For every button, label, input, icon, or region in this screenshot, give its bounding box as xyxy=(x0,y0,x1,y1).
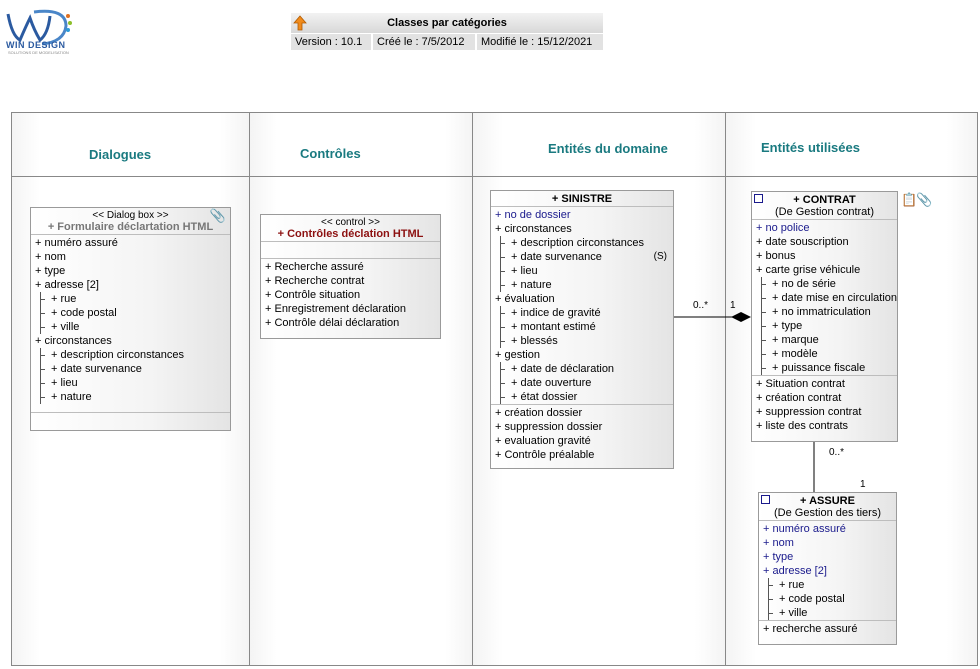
attribute-text: + date ouverture xyxy=(511,377,592,389)
operation-text: + recherche assuré xyxy=(763,623,858,635)
class-name: + ASSURE xyxy=(800,495,855,507)
attribute-text: + nom xyxy=(35,251,66,263)
stereotype: << Dialog box >> xyxy=(92,210,169,221)
attribute-text: + type xyxy=(763,551,794,563)
attribute-text: + évaluation xyxy=(495,293,555,305)
class-origin: (De Gestion contrat) xyxy=(774,206,875,218)
operation-text: + création dossier xyxy=(495,407,583,419)
attribute-text: + gestion xyxy=(495,349,540,361)
attribute-text: + ville xyxy=(51,321,80,333)
attribute-text: + circonstances xyxy=(495,223,572,235)
operation-text: + suppression dossier xyxy=(495,421,603,433)
multiplicity-label: 0..* xyxy=(693,300,709,311)
operation-text: + Recherche contrat xyxy=(265,275,365,287)
multiplicity-label: 0..* xyxy=(829,447,845,458)
version-label: Version : 10.1 xyxy=(291,34,371,50)
created-label: Créé le : 7/5/2012 xyxy=(373,34,475,50)
lane-title-controles: Contrôles xyxy=(300,146,361,161)
class-name: + Contrôles déclation HTML xyxy=(277,228,424,240)
paperclip-icon[interactable]: 📎 xyxy=(916,192,933,207)
operation-text: + Situation contrat xyxy=(756,378,845,390)
operation-text: + Recherche assuré xyxy=(265,261,364,273)
attribute-text: + type xyxy=(35,265,66,277)
attribute-text: + description circonstances xyxy=(51,349,184,361)
attribute-text: + lieu xyxy=(511,265,538,277)
attribute-text: + indice de gravité xyxy=(511,307,601,319)
operation-text: + création contrat xyxy=(756,392,842,404)
attribute-text: + code postal xyxy=(51,307,117,319)
attribute-text: + marque xyxy=(772,334,819,346)
diagram-title: Classes par catégories xyxy=(291,13,603,33)
class-origin: (De Gestion des tiers) xyxy=(774,507,881,519)
attribute-text: + modèle xyxy=(772,348,818,360)
multiplicity-label: 1 xyxy=(860,479,866,490)
operation-text: + suppression contrat xyxy=(756,406,862,418)
attribute-text: + code postal xyxy=(779,593,845,605)
attribute-text: + rue xyxy=(51,293,77,305)
attribute-text: + carte grise véhicule xyxy=(756,264,861,276)
attribute-text: + adresse [2] xyxy=(35,279,99,291)
attribute-text: + no immatriculation xyxy=(772,306,871,318)
attribute-text: + date souscription xyxy=(756,236,849,248)
attribute-text: + description circonstances xyxy=(511,237,644,249)
attribute-text: + date survenance xyxy=(51,363,142,375)
attribute-text: + nom xyxy=(763,537,794,549)
stored-flag: (S) xyxy=(653,251,667,262)
operation-text: + evaluation gravité xyxy=(495,435,591,447)
paperclip-icon[interactable]: 📎 xyxy=(209,208,226,223)
attribute-text: + montant estimé xyxy=(511,321,596,333)
attribute-text: + no police xyxy=(756,222,810,234)
attribute-text: + no de série xyxy=(772,278,836,290)
attribute-text: + date de déclaration xyxy=(511,363,615,375)
attribute-text: + type xyxy=(772,320,803,332)
attribute-text: + puissance fiscale xyxy=(772,362,866,374)
attribute-text: + numéro assuré xyxy=(763,523,846,535)
attribute-text: + état dossier xyxy=(511,391,578,403)
stereotype: << control >> xyxy=(321,217,380,228)
clipboard-icon[interactable]: 📋 xyxy=(901,192,918,207)
modified-label: Modifié le : 15/12/2021 xyxy=(477,34,603,50)
lane-title-entites-utilisees: Entités utilisées xyxy=(761,140,860,155)
attribute-text: + circonstances xyxy=(35,335,112,347)
lane-title-dialogues: Dialogues xyxy=(89,147,152,162)
multiplicity-label: 1 xyxy=(730,300,736,311)
class-name: + SINISTRE xyxy=(551,193,613,205)
attribute-text: + nature xyxy=(511,279,552,291)
operation-text: + Contrôle situation xyxy=(265,289,361,301)
attribute-text: + nature xyxy=(51,391,92,403)
class-name: + Formulaire déclartation HTML xyxy=(47,221,214,233)
attribute-text: + blessés xyxy=(511,335,558,347)
attribute-text: + ville xyxy=(779,607,808,619)
lane-title-entites-domaine: Entités du domaine xyxy=(548,141,668,156)
attribute-text: + lieu xyxy=(51,377,78,389)
composition-diamond xyxy=(731,312,751,322)
attribute-text: + rue xyxy=(779,579,805,591)
attribute-text: + date survenance xyxy=(511,251,602,263)
attribute-text: + no de dossier xyxy=(495,209,571,221)
operation-text: + Enregistrement déclaration xyxy=(265,303,406,315)
attribute-text: + bonus xyxy=(756,250,796,262)
logo-brand-text: WIN DESIGN xyxy=(6,40,66,50)
operation-text: + Contrôle préalable xyxy=(495,449,595,461)
operation-text: + Contrôle délai déclaration xyxy=(265,317,400,329)
attribute-text: + numéro assuré xyxy=(35,237,118,249)
logo-tagline: SOLUTIONS DE MODELISATION xyxy=(8,50,69,55)
operation-text: + liste des contrats xyxy=(756,420,849,432)
attribute-text: + date mise en circulation xyxy=(772,292,898,304)
class-name: + CONTRAT xyxy=(793,194,856,206)
attribute-text: + adresse [2] xyxy=(763,565,827,577)
